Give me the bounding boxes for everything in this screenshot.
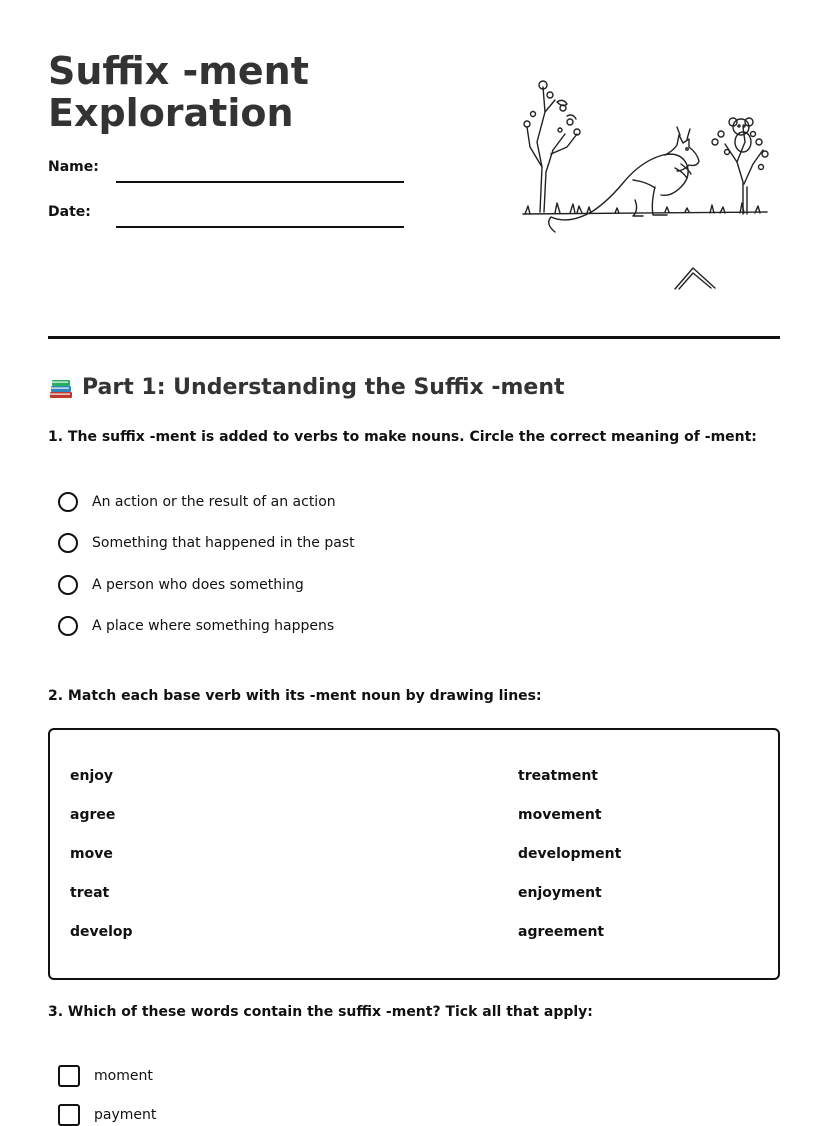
q1-option-label: Something that happened in the past bbox=[92, 535, 355, 551]
header-divider bbox=[48, 336, 780, 339]
ground-grass bbox=[523, 203, 767, 214]
q2-prompt: 2. Match each base verb with its -ment noun by drawing lines: bbox=[48, 688, 542, 704]
kangaroo-icon bbox=[549, 127, 699, 232]
match-right-word[interactable]: treatment bbox=[518, 768, 598, 784]
q3-option[interactable] bbox=[58, 1104, 156, 1126]
q1-option-label: A place where something happens bbox=[92, 618, 335, 634]
part1-heading bbox=[48, 372, 565, 404]
worksheet-title: Suffix -ment Exploration bbox=[48, 49, 309, 135]
radio-circle-icon[interactable] bbox=[58, 492, 78, 512]
checkbox-icon[interactable] bbox=[58, 1065, 80, 1087]
koala-icon bbox=[729, 118, 753, 152]
q3-option[interactable] bbox=[58, 1065, 153, 1087]
name-field[interactable] bbox=[116, 181, 404, 183]
q1-option[interactable] bbox=[58, 616, 334, 636]
match-left-word[interactable]: develop bbox=[70, 924, 133, 940]
q1-option-label: An action or the result of an action bbox=[92, 494, 336, 510]
q3-option-label: moment bbox=[94, 1068, 153, 1084]
left-tree-icon bbox=[524, 81, 580, 212]
q1-prompt: 1. The suffix -ment is added to verbs to make nouns. Circle the correct meaning of -ment: bbox=[48, 429, 757, 445]
match-right-word[interactable]: agreement bbox=[518, 924, 605, 940]
boomerang-icon bbox=[675, 268, 715, 289]
match-left-word[interactable]: treat bbox=[70, 885, 110, 901]
q3-option-label: payment bbox=[94, 1107, 157, 1123]
q1-option-label: A person who does something bbox=[92, 577, 304, 593]
radio-circle-icon[interactable] bbox=[58, 575, 78, 595]
q1-option[interactable] bbox=[58, 533, 355, 553]
match-left-word[interactable]: agree bbox=[70, 807, 116, 823]
part1-heading-text: Part 1: Understanding the Suffix -ment bbox=[82, 375, 565, 400]
q1-option[interactable] bbox=[58, 492, 336, 512]
match-right-word[interactable]: movement bbox=[518, 807, 602, 823]
q3-prompt: 3. Which of these words contain the suffix -ment? Tick all that apply: bbox=[48, 1004, 593, 1020]
books-icon bbox=[48, 375, 74, 401]
right-tree-icon bbox=[712, 127, 768, 214]
date-field[interactable] bbox=[116, 226, 404, 228]
radio-circle-icon[interactable] bbox=[58, 616, 78, 636]
name-label: Name: bbox=[48, 159, 99, 175]
match-left-word[interactable]: enjoy bbox=[70, 768, 114, 784]
match-right-word[interactable]: enjoyment bbox=[518, 885, 602, 901]
match-left-word[interactable]: move bbox=[70, 846, 113, 862]
date-label: Date: bbox=[48, 204, 91, 220]
checkbox-icon[interactable] bbox=[58, 1104, 80, 1126]
kangaroo-illustration bbox=[515, 72, 775, 297]
matching-box bbox=[48, 728, 780, 980]
q1-option[interactable] bbox=[58, 575, 304, 595]
radio-circle-icon[interactable] bbox=[58, 533, 78, 553]
match-right-word[interactable]: development bbox=[518, 846, 622, 862]
